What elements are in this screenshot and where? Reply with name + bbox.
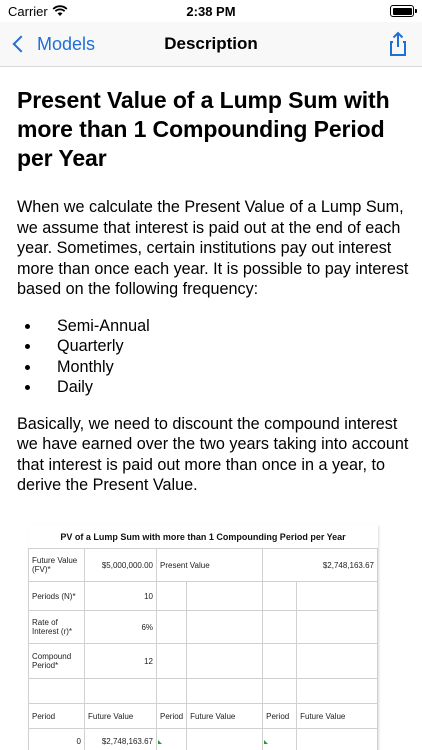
periods-cell: 10 xyxy=(85,582,157,611)
column-header-future-value: Future Value xyxy=(85,704,157,729)
present-value-label: Present Value xyxy=(157,549,263,582)
table-row xyxy=(29,582,378,611)
table-row xyxy=(29,704,378,729)
carrier-label: Carrier xyxy=(8,4,48,19)
table-row xyxy=(29,679,378,704)
table-row xyxy=(29,549,378,582)
list-item: • Semi-Annual xyxy=(41,316,409,337)
page-title: Description xyxy=(164,34,258,53)
list-item: • Monthly xyxy=(41,357,409,378)
spreadsheet-table xyxy=(28,548,378,750)
rate-cell: 6% xyxy=(85,611,157,644)
share-button[interactable] xyxy=(384,30,412,58)
list-item: • Quarterly xyxy=(41,336,409,357)
compound-label: Compound Period* xyxy=(29,644,85,679)
clock: 2:38 PM xyxy=(186,4,236,19)
share-icon xyxy=(384,30,412,58)
present-value-cell: $2,748,163.67 xyxy=(263,549,378,582)
column-header-period: Period xyxy=(263,704,297,729)
back-button-label: Models xyxy=(37,33,96,54)
periods-label: Periods (N)* xyxy=(29,582,85,611)
list-item: • Daily xyxy=(41,377,409,398)
article xyxy=(17,86,409,496)
article-heading: Present Value of a Lump Sum with more than 1 Compounding Period per Year xyxy=(17,87,390,171)
compound-cell: 12 xyxy=(85,644,157,679)
table-row xyxy=(29,644,378,679)
future-value-label: Future Value (FV)* xyxy=(29,549,85,582)
navigation-bar xyxy=(0,22,422,67)
table-row xyxy=(29,611,378,644)
column-header-period: Period xyxy=(29,704,85,729)
intro-paragraph: When we calculate the Present Value of a Lump Sum, we assume that interest is paid out at the end of each year. Sometimes, certain institutions pay out interest more than once each year. It is possible to pay interest based on the following frequency: xyxy=(17,198,409,298)
spreadsheet-title: PV of a Lump Sum with more than 1 Compounding Period per Year xyxy=(60,532,346,542)
rate-label: Rate of Interest (r)* xyxy=(29,611,85,644)
spreadsheet-example-image xyxy=(28,525,378,750)
column-header-future-value: Future Value xyxy=(297,704,378,729)
column-header-period: Period xyxy=(157,704,187,729)
future-value-cell: $5,000,000.00 xyxy=(85,549,157,582)
status-bar xyxy=(0,0,422,22)
battery-icon xyxy=(390,5,414,17)
table-row xyxy=(29,729,378,750)
frequency-list xyxy=(17,316,409,398)
column-header-future-value: Future Value xyxy=(187,704,263,729)
conclusion-paragraph: Basically, we need to discount the compound interest we have earned over the two years taking into account that interest is paid out more than once in a year, to derive the Present Value. xyxy=(17,414,409,494)
cell-marker-icon xyxy=(158,740,162,744)
future-value-row-cell: $2,748,163.67 xyxy=(85,729,157,750)
cell-marker-icon xyxy=(264,740,268,744)
period-cell: 0 xyxy=(29,729,85,750)
